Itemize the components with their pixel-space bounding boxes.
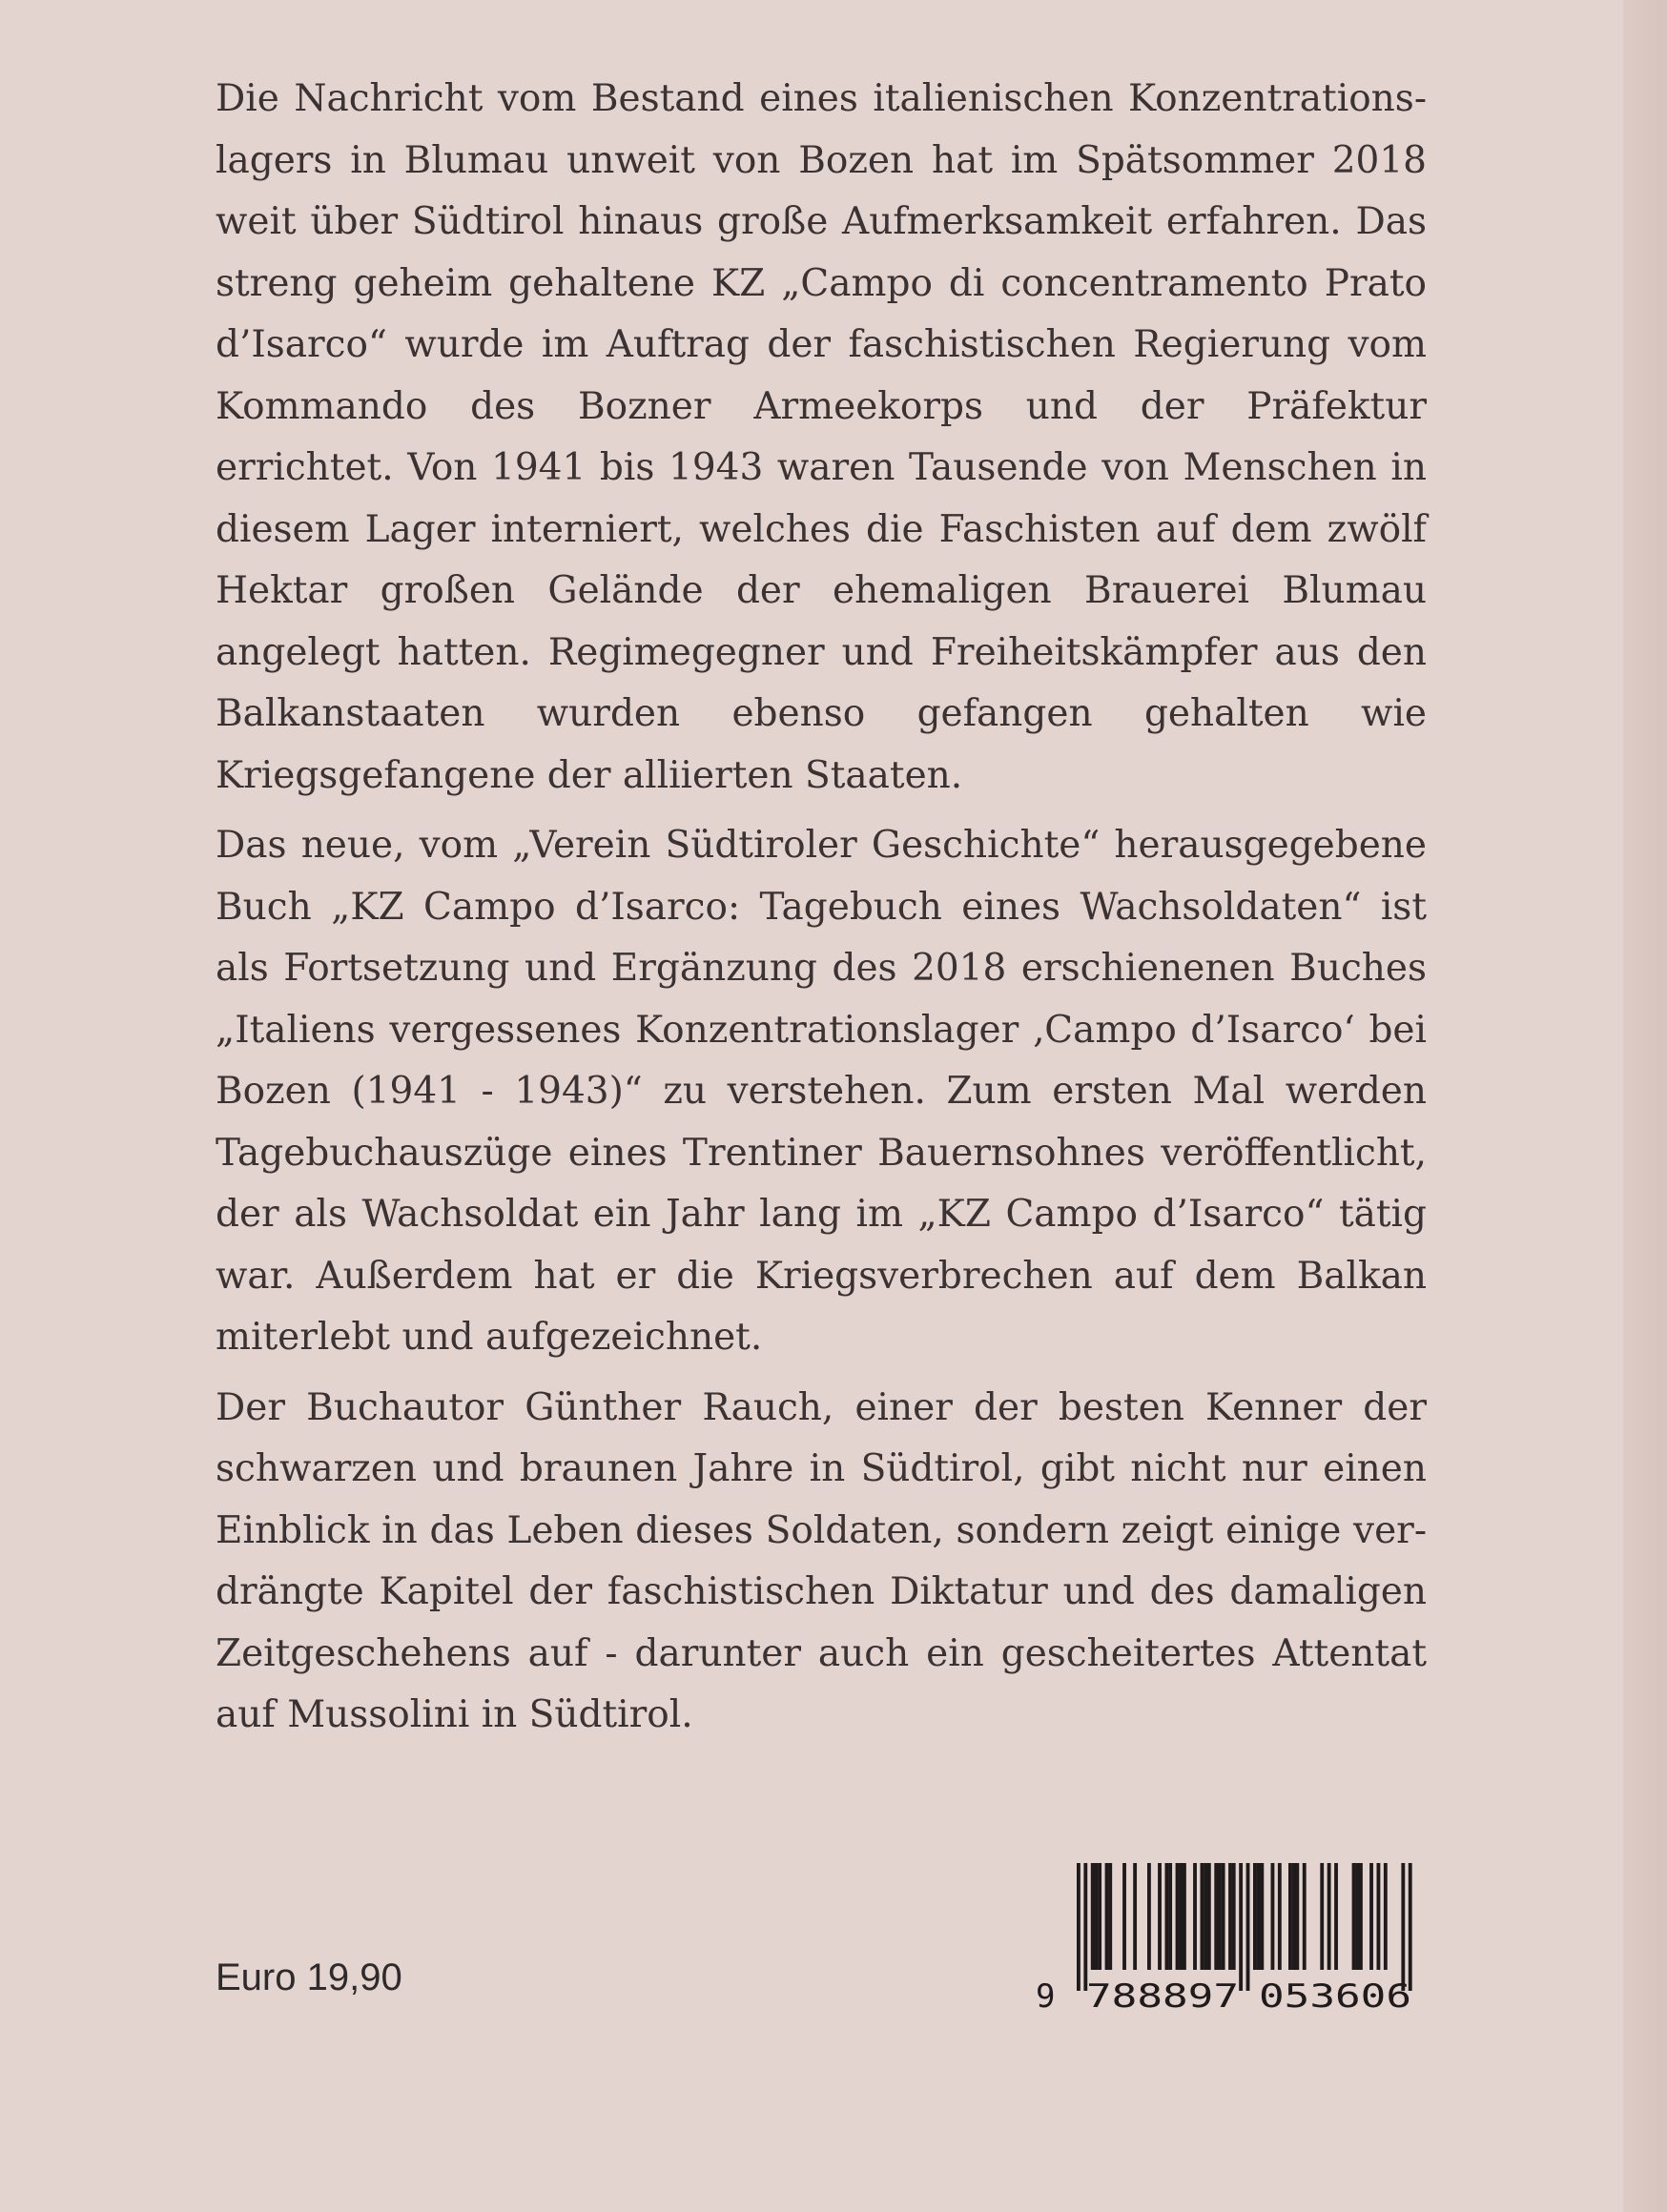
barcode-bar-35 — [1303, 1863, 1307, 1970]
barcode-bar-33 — [1292, 1863, 1296, 1970]
barcode-bar-32 — [1288, 1863, 1292, 1970]
barcode-bar-36 — [1320, 1863, 1324, 1970]
paragraph-1: Die Nachricht vom Bestand eines italienischen Konzentrationslagers in Blumau unweit von Bozen hat im Spätsommer 2018 weit über Südtirol hinaus große Aufmerksamkeit erfahren. Das streng geheim gehaltene KZ „Campo di concentramento Prato d’Isarco“ wurde im Auftrag der faschistischen Regierung vom Kommando des Bozner Armeekorps und der Präfektur errichtet. Von 1941 bis 1943 waren Tausende von Menschen in diesem Lager interniert, welches die Faschisten auf dem zwölf Hektar großen Gelände der ehemaligen Brauerei Blumau angelegt hatten. Regimegegner und Freiheitskämpfer aus den Balkanstaaten wurden ebenso gefangen gehalten wie Kriegsgefangene der alliierten Staaten. — [216, 77, 1427, 797]
barcode-bar-41 — [1359, 1863, 1363, 1970]
barcode-bar-22 — [1222, 1863, 1225, 1970]
barcode-left-digits: 788897 — [1086, 1977, 1239, 2012]
price-label: Euro 19,90 — [216, 1956, 402, 1998]
blurb-text — [216, 69, 1427, 1755]
barcode-bar-17 — [1201, 1863, 1204, 1970]
barcode-bar-30 — [1271, 1863, 1275, 1970]
barcode-bars — [1077, 1863, 1412, 1991]
barcode-bar-16 — [1193, 1863, 1197, 1970]
barcode-right-digits: 053606 — [1259, 1977, 1411, 2012]
barcode-bar-15 — [1183, 1863, 1186, 1970]
barcode-bar-4 — [1098, 1863, 1101, 1970]
barcode-bar-31 — [1278, 1863, 1282, 1970]
barcode-bar-37 — [1327, 1863, 1331, 1970]
barcode-bar-11 — [1165, 1863, 1169, 1970]
barcode-bar-6 — [1108, 1863, 1112, 1970]
cover-edge — [1623, 0, 1667, 2212]
barcode-bar-18 — [1204, 1863, 1207, 1970]
barcode-bar-43 — [1377, 1863, 1381, 1970]
barcode-bar-10 — [1158, 1863, 1162, 1970]
barcode-bar-24 — [1232, 1863, 1236, 1970]
barcode-bar-12 — [1168, 1863, 1172, 1970]
barcode-bar-38 — [1334, 1863, 1338, 1970]
barcode-bar-25 — [1239, 1863, 1243, 1991]
barcode-bar-45 — [1401, 1863, 1405, 1991]
barcode-bar-42 — [1369, 1863, 1373, 1970]
barcode-bar-20 — [1214, 1863, 1218, 1970]
barcode-bar-1 — [1083, 1863, 1087, 1991]
barcode — [1033, 1859, 1435, 2012]
barcode-bar-8 — [1133, 1863, 1137, 1970]
barcode-bar-21 — [1218, 1863, 1222, 1970]
barcode-bar-3 — [1095, 1863, 1099, 1970]
barcode-bar-44 — [1384, 1863, 1388, 1970]
barcode-bar-39 — [1352, 1863, 1356, 1970]
barcode-bar-19 — [1207, 1863, 1211, 1970]
barcode-bar-0 — [1077, 1863, 1080, 1991]
barcode-bar-26 — [1246, 1863, 1250, 1991]
barcode-bar-29 — [1260, 1863, 1264, 1970]
barcode-bar-34 — [1295, 1863, 1299, 1970]
barcode-bar-40 — [1355, 1863, 1359, 1970]
barcode-bar-23 — [1228, 1863, 1232, 1970]
barcode-bar-28 — [1257, 1863, 1261, 1970]
paragraph-2: Das neue, vom „Verein Südtiroler Geschichte“ herausgegebene Buch „KZ Campo d’Isarco: Tagebuch eines Wachsoldaten“ ist als Fortsetzung und Ergänzung des 2018 erschienenen Buches „Italiens vergessenes Konzentrationslager ‚Campo d’Isarco‘ bei Bozen (1941 - 1943)“ zu verstehen. Zum ersten Mal werden Tagebuchauszüge eines Trentiner Bauernsohnes veröffentlicht, der als Wachsoldat ein Jahr lang im „KZ Campo d’Isarco“ tätig war. Außerdem hat er die Kriegsverbrechen auf dem Balkan miterlebt und aufgezeichnet. — [216, 824, 1427, 1359]
barcode-bar-2 — [1091, 1863, 1095, 1970]
barcode-bar-27 — [1253, 1863, 1257, 1970]
barcode-bar-9 — [1147, 1863, 1151, 1970]
paragraph-3: Der Buchautor Günther Rauch, einer der besten Kenner der schwarzen und braunen Jahre in Südtirol, gibt nicht nur einen Einblick in das Leben dieses Soldaten, sondern zeigt einige verdrängte Kapitel der faschistischen Diktatur und des damaligen Zeitgeschehens auf - darunter auch ein gescheitertes Attentat auf Mussolini in Südtirol. — [216, 1385, 1427, 1736]
barcode-bar-14 — [1179, 1863, 1183, 1970]
barcode-bar-5 — [1105, 1863, 1109, 1970]
barcode-bar-7 — [1122, 1863, 1126, 1970]
barcode-bar-13 — [1176, 1863, 1180, 1970]
barcode-bar-46 — [1409, 1863, 1412, 1991]
barcode-first-digit: 9 — [1036, 1977, 1056, 2012]
